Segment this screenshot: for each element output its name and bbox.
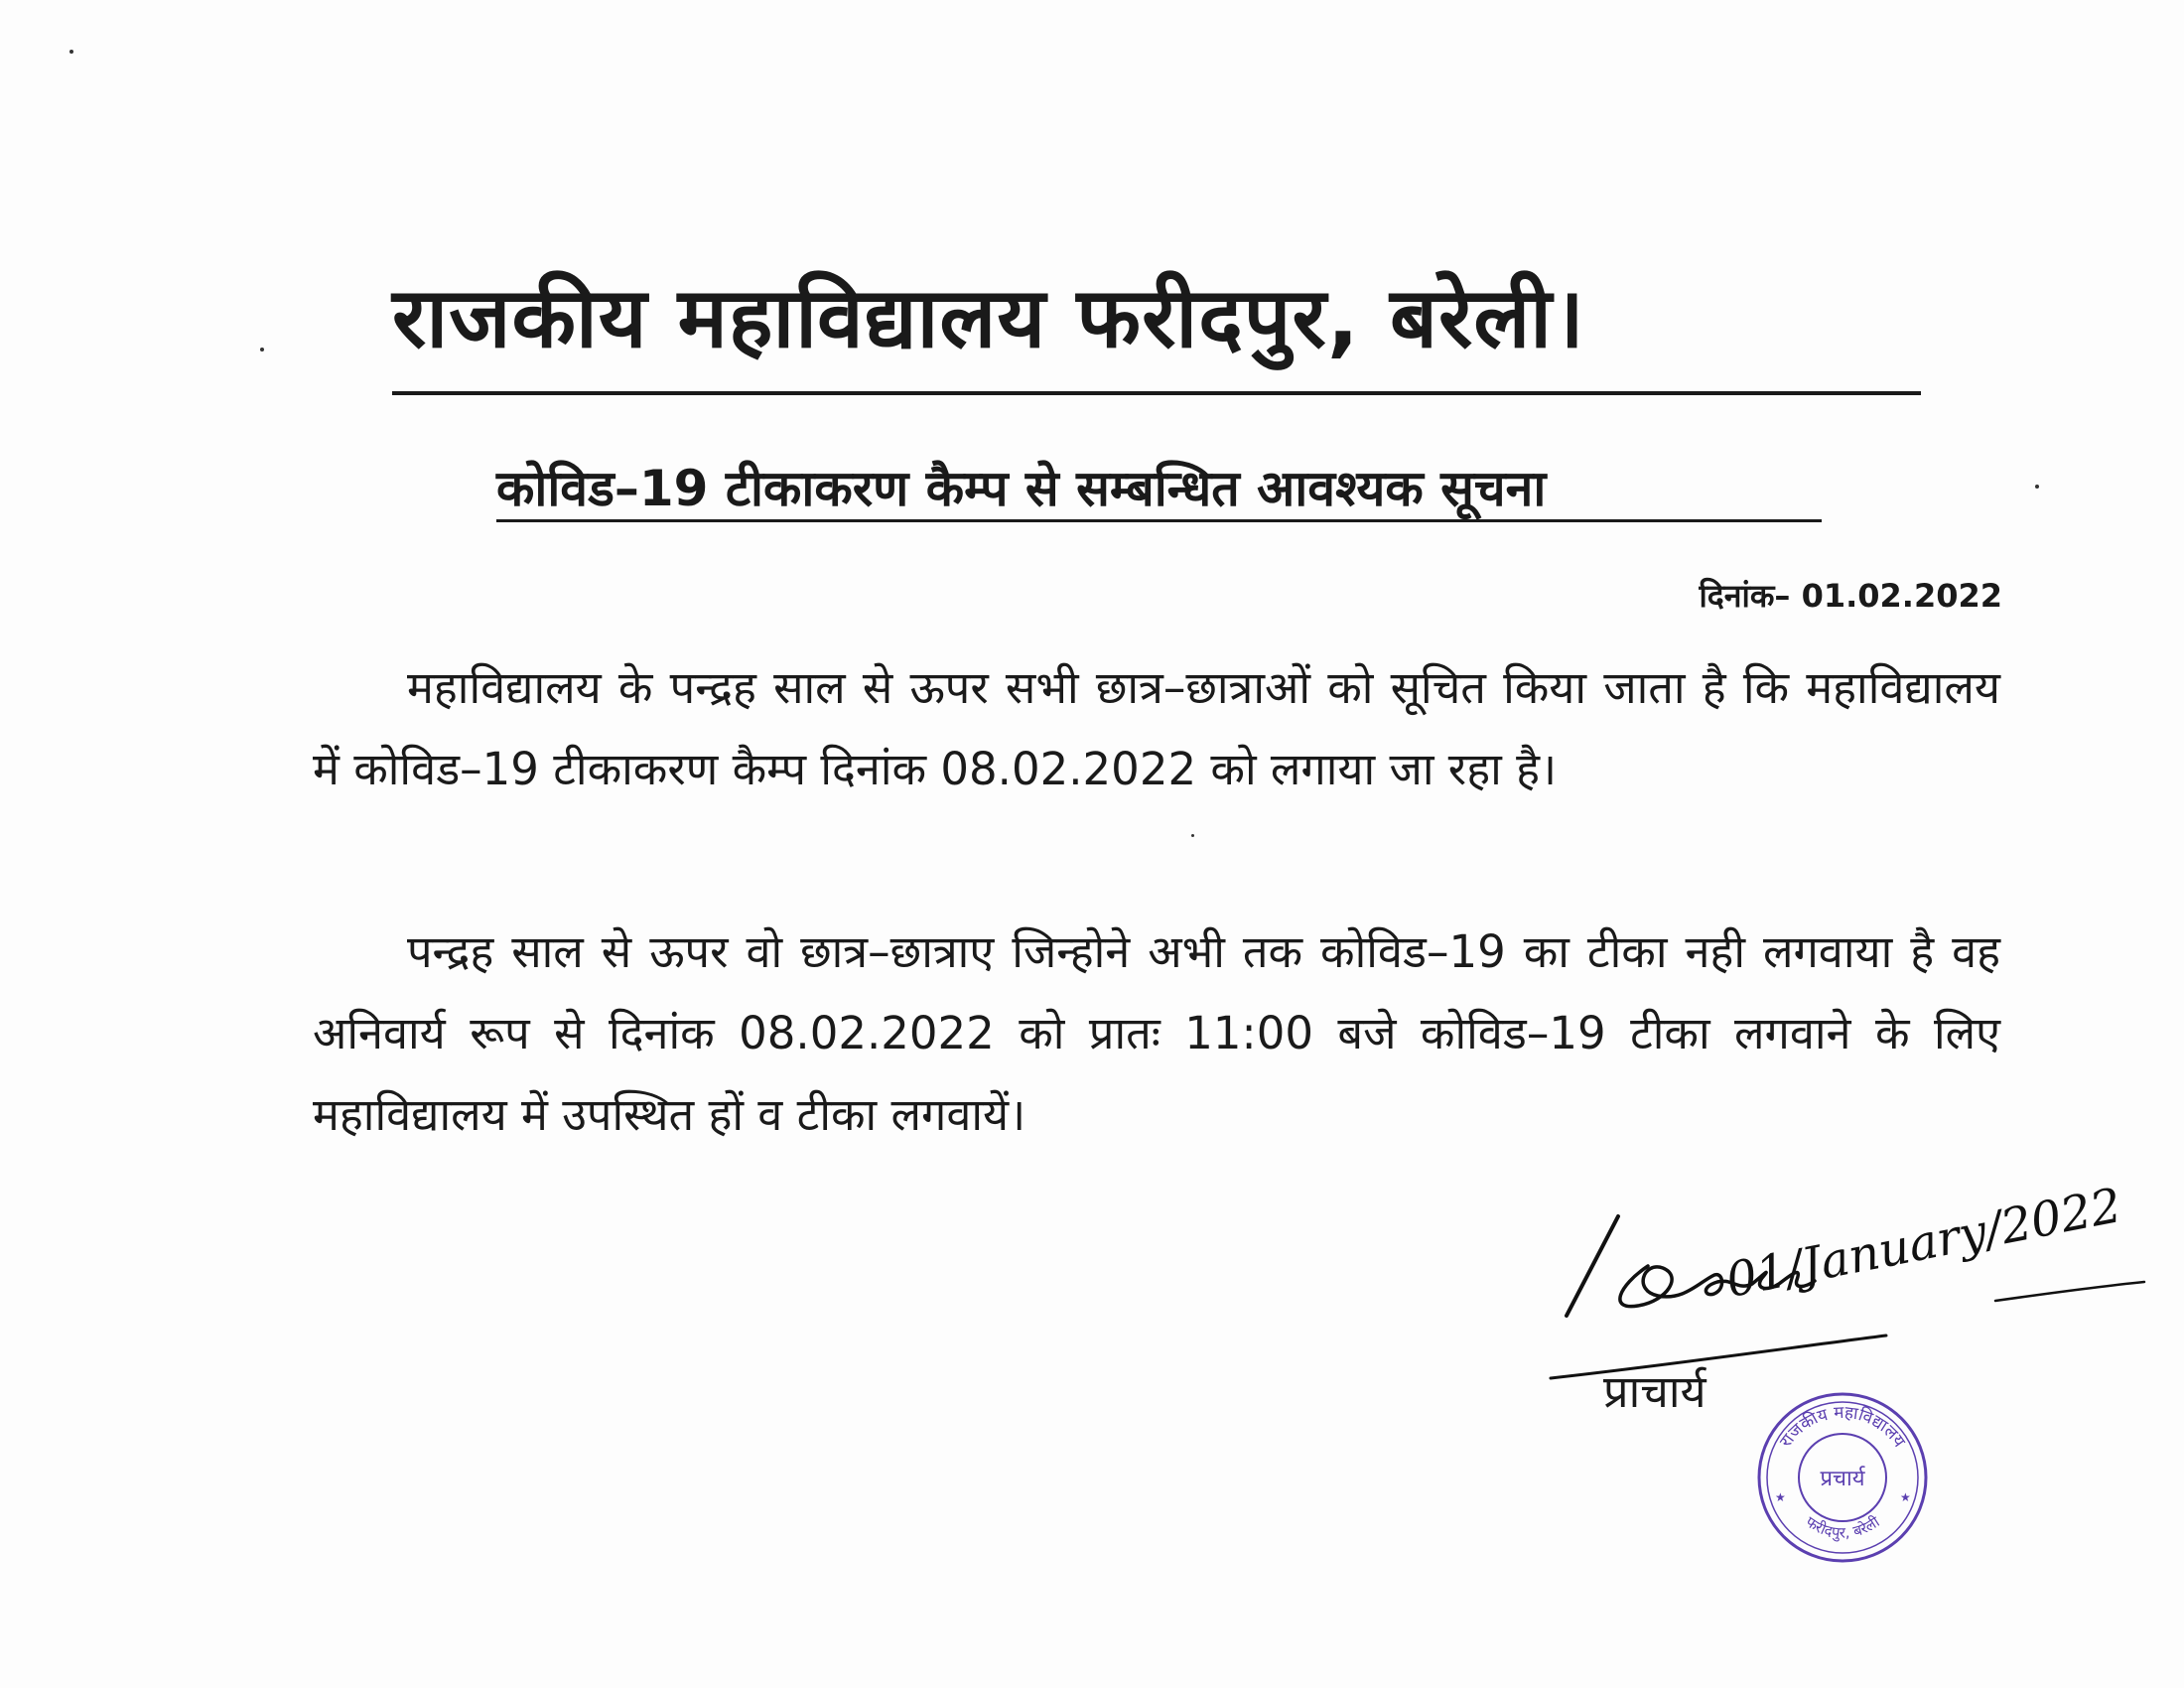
svg-text:★: ★ — [1775, 1490, 1786, 1504]
principal-seal — [1755, 1390, 1930, 1565]
heading-underline — [392, 391, 1921, 395]
scan-speck — [1191, 834, 1194, 837]
scan-speck — [2035, 485, 2039, 489]
notice-paragraph-1: महाविद्यालय के पन्द्रह साल से ऊपर सभी छात्र–छात्राओं को सूचित किया जाता है कि महाविद्यालय में कोविड–19 टीकाकरण कैम्प दिनांक 08.02.2022 को लगाया जा रहा है। — [313, 661, 2000, 795]
svg-text:फरीदपुर, बरेली: फरीदपुर, बरेली — [1802, 1512, 1883, 1542]
subject-underline — [496, 519, 1822, 522]
svg-text:राजकीय महाविद्यालय: राजकीय महाविद्यालय — [1776, 1402, 1909, 1452]
svg-text:प्रचार्य: प्रचार्य — [1820, 1467, 1865, 1491]
date-value: 01.02.2022 — [1801, 577, 2002, 615]
scan-speck — [260, 348, 264, 352]
signature-date: 01/January/2022 — [1721, 1177, 2126, 1309]
date-label: दिनांक– — [1699, 577, 1791, 615]
college-name-heading: राजकीय महाविद्यालय फरीदपुर, बरेली। — [392, 269, 1585, 366]
notice-paragraph-2: पन्द्रह साल से ऊपर वो छात्र–छात्राए जिन्होने अभी तक कोविड–19 का टीका नही लगवाया है वह अनिवार्य रूप से दिनांक 08.02.2022 को प्रातः 11:00 बजे कोविड–19 टीका लगवाने के लिए महाविद्यालय में उपस्थित हों व टीका लगवायें। — [313, 925, 2000, 1141]
notice-subject: कोविड–19 टीकाकरण कैम्प से सम्बन्धित आवश्यक सूचना — [496, 460, 1547, 517]
principal-designation: प्राचार्य — [1603, 1365, 1706, 1418]
scan-speck — [69, 50, 73, 54]
notice-date — [1700, 574, 2002, 617]
svg-text:★: ★ — [1900, 1490, 1911, 1504]
